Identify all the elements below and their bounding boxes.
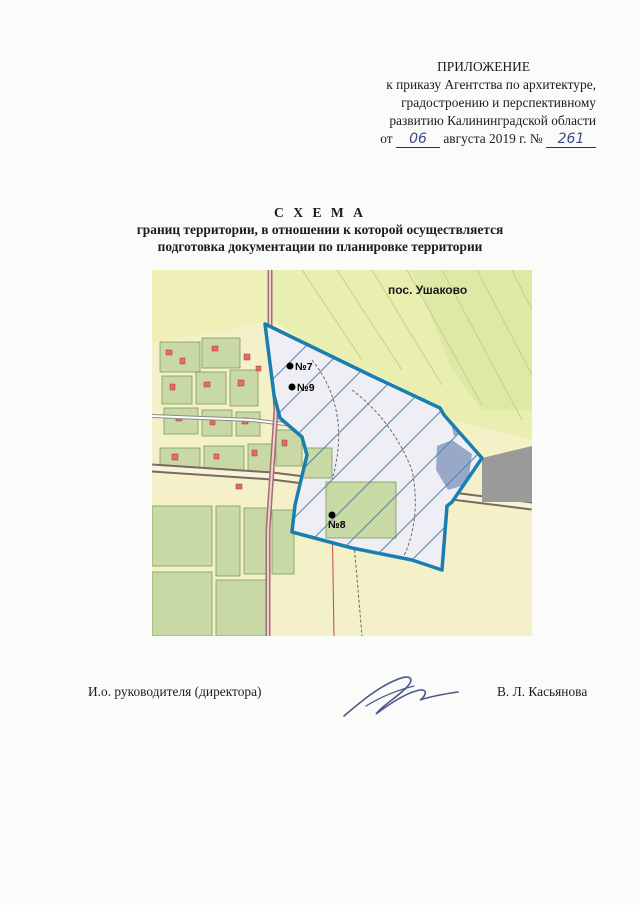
document-heading — [0, 204, 640, 255]
heading-line-1: границ территории, в отношении к которой осуществляется — [136, 222, 504, 237]
appendix-line-3: развитию Калининградской области — [389, 113, 596, 128]
appendix-date-line — [296, 130, 596, 148]
appendix-title: ПРИЛОЖЕНИЕ — [437, 59, 530, 74]
date-day-handwritten: 06 — [396, 132, 440, 148]
place-label: пос. Ушаково — [388, 283, 468, 297]
marker-9-label: №9 — [297, 382, 315, 394]
territory-map — [152, 270, 532, 636]
signatory-name: В. Л. Касьянова — [497, 684, 588, 699]
marker-8-label: №8 — [328, 519, 346, 531]
appendix-block — [296, 58, 596, 148]
appendix-line-1: к приказу Агентства по архитектуре, — [386, 77, 596, 92]
date-prefix: от — [380, 131, 393, 146]
order-number-handwritten: 261 — [546, 132, 596, 148]
date-rest: августа 2019 г. № — [443, 131, 543, 146]
heading-title: С Х Е М А — [274, 205, 366, 220]
signatory-role: И.о. руководителя (директора) — [88, 684, 262, 699]
map-svg — [152, 270, 532, 636]
handwritten-signature — [336, 666, 466, 726]
heading-line-2: подготовка документации по планировке территории — [157, 239, 483, 254]
marker-7-label: №7 — [295, 361, 313, 373]
appendix-line-2: градостроению и перспективному — [401, 95, 596, 110]
